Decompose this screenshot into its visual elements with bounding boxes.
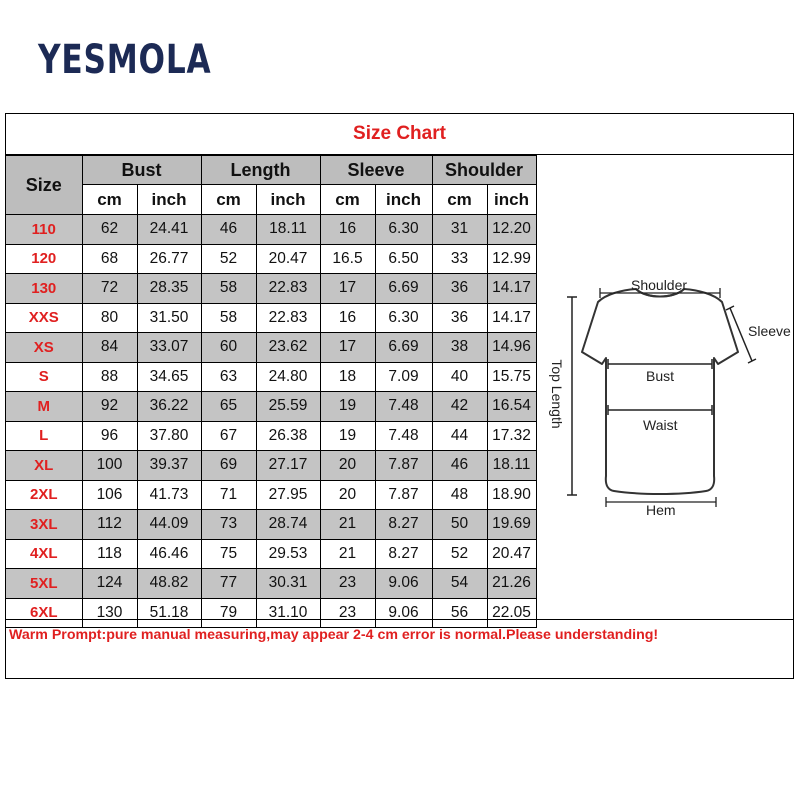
measurement-cell: 67 bbox=[201, 421, 256, 451]
measurement-cell: 22.05 bbox=[487, 598, 536, 628]
measurement-cell: 20 bbox=[320, 451, 375, 481]
measurement-cell: 38 bbox=[432, 333, 487, 363]
measurement-cell: 25.59 bbox=[256, 392, 320, 422]
measurement-cell: 8.27 bbox=[375, 510, 432, 540]
measurement-cell: 63 bbox=[201, 362, 256, 392]
measurement-cell: 62 bbox=[82, 215, 137, 245]
measurement-cell: 58 bbox=[201, 274, 256, 304]
tshirt-outline bbox=[582, 289, 738, 494]
size-label: 3XL bbox=[6, 510, 82, 540]
measurement-cell: 9.06 bbox=[375, 598, 432, 628]
measurement-cell: 8.27 bbox=[375, 539, 432, 569]
unit-header: cm bbox=[320, 185, 375, 215]
unit-header: cm bbox=[432, 185, 487, 215]
measurement-cell: 27.17 bbox=[256, 451, 320, 481]
measurement-cell: 21 bbox=[320, 510, 375, 540]
measurement-cell: 16.5 bbox=[320, 244, 375, 274]
measurement-cell: 17.32 bbox=[487, 421, 536, 451]
measurement-cell: 50 bbox=[432, 510, 487, 540]
measurement-cell: 30.31 bbox=[256, 569, 320, 599]
measurement-cell: 6.50 bbox=[375, 244, 432, 274]
measurement-cell: 52 bbox=[201, 244, 256, 274]
measurement-cell: 92 bbox=[82, 392, 137, 422]
size-row bbox=[6, 480, 536, 510]
measurement-cell: 23 bbox=[320, 598, 375, 628]
unit-header: cm bbox=[201, 185, 256, 215]
measurement-cell: 33 bbox=[432, 244, 487, 274]
length-header: Length bbox=[201, 156, 320, 185]
size-label: 110 bbox=[6, 215, 82, 245]
measurement-cell: 46 bbox=[432, 451, 487, 481]
measurement-cell: 52 bbox=[432, 539, 487, 569]
measurement-cell: 26.77 bbox=[137, 244, 201, 274]
measurement-cell: 7.87 bbox=[375, 480, 432, 510]
size-label: XS bbox=[6, 333, 82, 363]
measurement-cell: 6.30 bbox=[375, 303, 432, 333]
measurement-cell: 28.35 bbox=[137, 274, 201, 304]
measurement-cell: 19 bbox=[320, 392, 375, 422]
measurement-cell: 7.87 bbox=[375, 451, 432, 481]
measurement-cell: 6.30 bbox=[375, 215, 432, 245]
size-label: 2XL bbox=[6, 480, 82, 510]
measurement-cell: 23 bbox=[320, 569, 375, 599]
warm-prompt-note: Warm Prompt:pure manual measuring,may appear 2-4 cm error is normal.Please understanding! bbox=[6, 619, 793, 649]
measurement-cell: 26.38 bbox=[256, 421, 320, 451]
size-label: 130 bbox=[6, 274, 82, 304]
measurement-cell: 80 bbox=[82, 303, 137, 333]
size-label: 120 bbox=[6, 244, 82, 274]
measurement-cell: 100 bbox=[82, 451, 137, 481]
measurement-cell: 18.90 bbox=[487, 480, 536, 510]
measurement-cell: 9.06 bbox=[375, 569, 432, 599]
measurement-cell: 33.07 bbox=[137, 333, 201, 363]
measurement-cell: 18.11 bbox=[487, 451, 536, 481]
measurement-cell: 24.41 bbox=[137, 215, 201, 245]
measurement-cell: 31.50 bbox=[137, 303, 201, 333]
size-label: M bbox=[6, 392, 82, 422]
unit-header: cm bbox=[82, 185, 137, 215]
measurement-cell: 14.17 bbox=[487, 303, 536, 333]
measurement-cell: 54 bbox=[432, 569, 487, 599]
measurement-cell: 22.83 bbox=[256, 274, 320, 304]
unit-header: inch bbox=[487, 185, 536, 215]
measurement-cell: 36.22 bbox=[137, 392, 201, 422]
measurement-cell: 51.18 bbox=[137, 598, 201, 628]
measurement-cell: 15.75 bbox=[487, 362, 536, 392]
size-row bbox=[6, 451, 536, 481]
sleeve-label: Sleeve bbox=[748, 323, 791, 339]
measurement-cell: 12.20 bbox=[487, 215, 536, 245]
measurement-cell: 39.37 bbox=[137, 451, 201, 481]
measurement-cell: 65 bbox=[201, 392, 256, 422]
measurement-cell: 27.95 bbox=[256, 480, 320, 510]
measurement-cell: 6.69 bbox=[375, 333, 432, 363]
measurement-cell: 72 bbox=[82, 274, 137, 304]
measurement-cell: 96 bbox=[82, 421, 137, 451]
sleeve-header: Sleeve bbox=[320, 156, 432, 185]
measurement-cell: 48.82 bbox=[137, 569, 201, 599]
measurement-cell: 58 bbox=[201, 303, 256, 333]
hem-label: Hem bbox=[646, 502, 676, 518]
measurement-cell: 7.09 bbox=[375, 362, 432, 392]
measurement-cell: 19 bbox=[320, 421, 375, 451]
measurement-cell: 37.80 bbox=[137, 421, 201, 451]
measurement-cell: 31 bbox=[432, 215, 487, 245]
measurement-cell: 34.65 bbox=[137, 362, 201, 392]
size-chart-frame bbox=[5, 113, 794, 679]
measurement-cell: 84 bbox=[82, 333, 137, 363]
measurement-cell: 56 bbox=[432, 598, 487, 628]
measurement-cell: 48 bbox=[432, 480, 487, 510]
measurement-cell: 60 bbox=[201, 333, 256, 363]
measurement-cell: 16.54 bbox=[487, 392, 536, 422]
size-label: L bbox=[6, 421, 82, 451]
measurement-cell: 17 bbox=[320, 333, 375, 363]
measurement-cell: 36 bbox=[432, 303, 487, 333]
measurement-cell: 42 bbox=[432, 392, 487, 422]
measurement-cell: 75 bbox=[201, 539, 256, 569]
size-row bbox=[6, 333, 536, 363]
measurement-cell: 20.47 bbox=[256, 244, 320, 274]
top-length-label: Top Length bbox=[549, 359, 565, 429]
measurement-cell: 14.17 bbox=[487, 274, 536, 304]
measurement-cell: 16 bbox=[320, 303, 375, 333]
measurement-cell: 14.96 bbox=[487, 333, 536, 363]
size-label: 6XL bbox=[6, 598, 82, 628]
size-column-header: Size bbox=[6, 156, 82, 215]
measurement-cell: 124 bbox=[82, 569, 137, 599]
measurement-cell: 68 bbox=[82, 244, 137, 274]
size-row bbox=[6, 362, 536, 392]
measurement-cell: 71 bbox=[201, 480, 256, 510]
measurement-cell: 69 bbox=[201, 451, 256, 481]
measurement-cell: 29.53 bbox=[256, 539, 320, 569]
measurement-cell: 106 bbox=[82, 480, 137, 510]
size-row bbox=[6, 274, 536, 304]
shoulder-label: Shoulder bbox=[631, 277, 688, 293]
measurement-cell: 12.99 bbox=[487, 244, 536, 274]
measurement-cell: 7.48 bbox=[375, 392, 432, 422]
measurement-cell: 23.62 bbox=[256, 333, 320, 363]
measurement-cell: 130 bbox=[82, 598, 137, 628]
measurement-cell: 112 bbox=[82, 510, 137, 540]
measurement-cell: 40 bbox=[432, 362, 487, 392]
chart-title: Size Chart bbox=[6, 114, 793, 155]
measurement-cell: 79 bbox=[201, 598, 256, 628]
measurement-cell: 31.10 bbox=[256, 598, 320, 628]
measurement-cell: 18.11 bbox=[256, 215, 320, 245]
measurement-cell: 22.83 bbox=[256, 303, 320, 333]
size-row bbox=[6, 215, 536, 245]
tshirt-diagram-svg bbox=[540, 155, 795, 619]
measurement-cell: 21.26 bbox=[487, 569, 536, 599]
measurement-cell: 46 bbox=[201, 215, 256, 245]
shoulder-header: Shoulder bbox=[432, 156, 536, 185]
size-row bbox=[6, 392, 536, 422]
bust-label: Bust bbox=[646, 368, 675, 384]
measurement-cell: 17 bbox=[320, 274, 375, 304]
measurement-cell: 88 bbox=[82, 362, 137, 392]
measurement-cell: 44.09 bbox=[137, 510, 201, 540]
size-label: XXS bbox=[6, 303, 82, 333]
measurement-cell: 118 bbox=[82, 539, 137, 569]
measurement-cell: 6.69 bbox=[375, 274, 432, 304]
size-row bbox=[6, 539, 536, 569]
size-row bbox=[6, 303, 536, 333]
unit-header: inch bbox=[375, 185, 432, 215]
waist-label: Waist bbox=[643, 417, 678, 433]
size-label: 5XL bbox=[6, 569, 82, 599]
measurement-cell: 41.73 bbox=[137, 480, 201, 510]
size-label: S bbox=[6, 362, 82, 392]
size-row bbox=[6, 421, 536, 451]
unit-header: inch bbox=[137, 185, 201, 215]
size-label: XL bbox=[6, 451, 82, 481]
unit-header: inch bbox=[256, 185, 320, 215]
measurement-cell: 16 bbox=[320, 215, 375, 245]
measurement-cell: 19.69 bbox=[487, 510, 536, 540]
measurement-cell: 18 bbox=[320, 362, 375, 392]
measurement-cell: 21 bbox=[320, 539, 375, 569]
tshirt-measurement-diagram bbox=[540, 155, 795, 619]
measurement-cell: 24.80 bbox=[256, 362, 320, 392]
measurement-cell: 7.48 bbox=[375, 421, 432, 451]
measurement-cell: 28.74 bbox=[256, 510, 320, 540]
bust-header: Bust bbox=[82, 156, 201, 185]
size-label: 4XL bbox=[6, 539, 82, 569]
size-row bbox=[6, 244, 536, 274]
measurement-cell: 73 bbox=[201, 510, 256, 540]
measurement-cell: 36 bbox=[432, 274, 487, 304]
measurement-cell: 46.46 bbox=[137, 539, 201, 569]
measurement-cell: 20.47 bbox=[487, 539, 536, 569]
brand-logo: YESMOLA bbox=[38, 37, 212, 83]
size-row bbox=[6, 569, 536, 599]
measurement-cell: 77 bbox=[201, 569, 256, 599]
size-table bbox=[6, 155, 537, 628]
size-row bbox=[6, 510, 536, 540]
measurement-cell: 44 bbox=[432, 421, 487, 451]
measurement-cell: 20 bbox=[320, 480, 375, 510]
